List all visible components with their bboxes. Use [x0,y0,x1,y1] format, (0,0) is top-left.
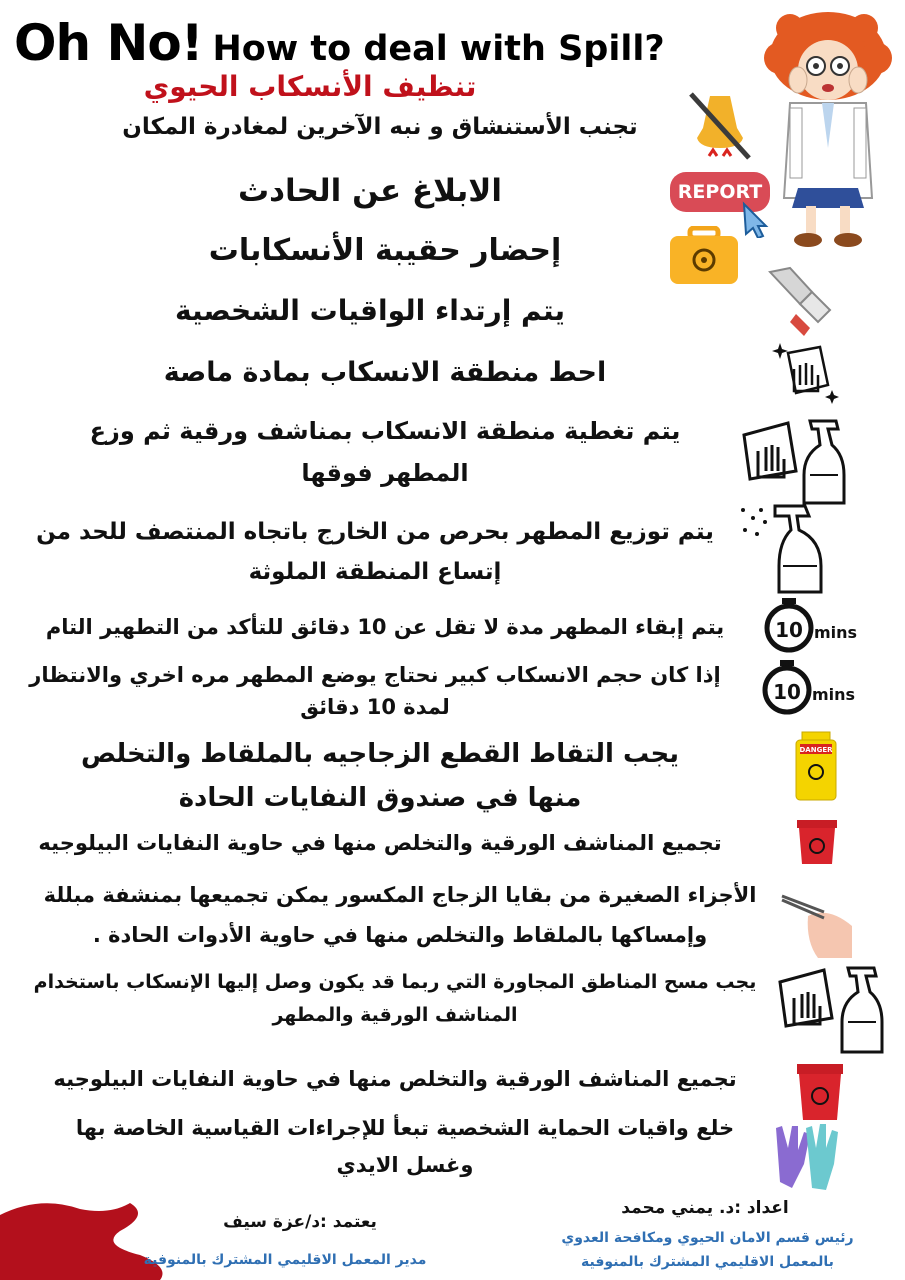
title-oh-no: Oh No! [14,14,203,72]
step-surround-absorbent: احط منطقة الانسكاب بمادة ماصة [163,357,607,388]
step-avoid-inhalation: تجنب الأستنشاق و نبه الآخرين لمغادرة المكان [122,114,638,140]
gloves-pair-icon [770,1118,844,1192]
author-name: اعداد :د. يمني محمد [621,1198,789,1218]
author-title-line-1: رئيس قسم الامان الحيوي ومكافحة العدوي [561,1230,854,1246]
scared-scientist-illustration [760,8,900,253]
timer-unit: mins [812,685,856,704]
danger-label: DANGER [799,746,833,754]
approver-title: مدير المعمل الاقليمي المشترك بالمنوفية [143,1252,427,1268]
step-wait-10-minutes: يتم إبقاء المطهر مدة لا تقل عن 10 دقائق للتأكد من التطهير التام [45,615,725,639]
step-dispose-towels-bio: تجميع المناشف الورقية والتخلص منها في حاوية النفايات البيلوجيه [38,831,722,855]
subtitle-arabic: تنظيف الأنسكاب الحيوي [143,70,477,103]
step-repeat-if-large: إذا كان حجم الانسكاب كبير نحتاج يوضع المطهر مره اخري والانتظار لمدة 10 دقائق [29,663,721,719]
step-pick-glass-with-forceps: يجب التقاط القطع الزجاجيه بالملقاط والتخلص منها في صندوق النفايات الحادة [80,739,680,814]
biohazard-bin-icon [795,818,839,866]
approver-name: يعتمد :د/عزة سيف [223,1212,377,1232]
step-report-incident: الابلاغ عن الحادث [237,173,503,209]
step-dispose-towels-bio-2: تجميع المناشف الورقية والتخلص منها في حاوية النفايات البيلوجيه [53,1067,737,1091]
wipe-spray-icon [776,962,892,1056]
step-small-glass-fragments: الأجزاء الصغيرة من بقايا الزجاج المكسور يمكن تجميعها بمنشفة مبللة وإمساكها بالملقاط والتخلص منها في حاوية الأدوات الحادة . [43,883,757,947]
report-label: REPORT [677,181,763,203]
spray-bottle-icon [735,500,845,595]
tweezers-icon [778,876,856,958]
step-cover-with-towels: يتم تغطية منطقة الانسكاب بمناشف ورقية ثم وزع المطهر فوقها [89,417,681,487]
timer-number: 10 [773,680,801,704]
step-apply-disinfectant: يتم توزيع المطهر بحرص من الخارج باتجاه المنتصف للحد من إتساع المنطقة الملوثة [36,519,714,586]
step-remove-ppe-wash: خلع واقيات الحماية الشخصية تبعأ للإجراءات القياسية الخاصة بها وغسل الايدي [75,1116,735,1177]
timer-icon [764,596,864,656]
step-wipe-adjacent-areas: يجب مسح المناطق المجاورة التي ربما قد يكون وصل إليها الإنسكاب باستخدام المناشف الورقية والمطهر [33,971,757,1027]
page-title [14,14,665,72]
timer-icon [762,658,862,718]
timer-number: 10 [775,618,803,642]
step-wear-ppe: يتم إرتداء الواقيات الشخصية [175,294,565,327]
biohazard-bin-icon [795,1062,845,1122]
biohazard-kit-icon [666,226,742,288]
sharps-container-icon [792,730,840,802]
glove-icon [760,262,838,340]
wipe-spray-icon [740,415,850,507]
step-bring-spill-kit: إحضار حقيبة الأنسكابات [208,233,562,268]
timer-unit: mins [814,623,858,642]
title-how-to: How to deal with Spill? [212,29,665,69]
no-inhale-icon [685,88,755,163]
author-title-line-2: بالمعمل الاقليمي المشترك بالمنوفية [581,1254,834,1270]
absorbent-pad-icon [770,335,842,407]
